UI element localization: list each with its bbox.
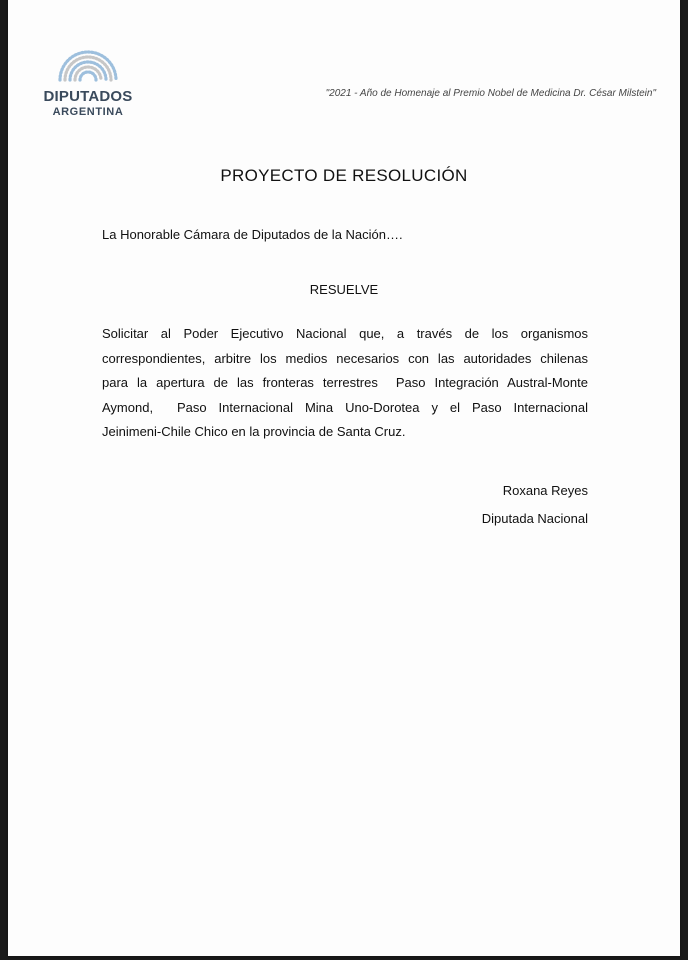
body-line: Aymond, Paso Internacional Mina Uno-Dorotea y el Paso Internacional	[102, 399, 588, 415]
logo-subtitle: ARGENTINA	[52, 106, 124, 118]
body-line: para la apertura de las fronteras terrestres Paso Integración Austral-Monte	[102, 375, 588, 391]
resolves-heading: RESUELVE	[309, 282, 379, 297]
diputados-logo	[36, 40, 140, 120]
signatory-name: Roxana Reyes	[502, 483, 588, 498]
document-page	[8, 0, 680, 956]
congress-hemicycle-icon	[54, 44, 122, 82]
intro-line: La Honorable Cámara de Diputados de la Nación….	[102, 227, 403, 242]
logo-title: DIPUTADOS	[43, 88, 133, 105]
year-motto: "2021 - Año de Homenaje al Premio Nobel de Medicina Dr. César Milstein"	[325, 88, 656, 99]
resolution-body	[102, 322, 588, 445]
document-title: PROYECTO DE RESOLUCIÓN	[220, 166, 468, 185]
body-line: Solicitar al Poder Ejecutivo Nacional que, a través de los organismos	[102, 326, 588, 341]
body-line: correspondientes, arbitre los medios necesarios con las autoridades chilenas	[102, 350, 588, 366]
signatory-title: Diputada Nacional	[481, 511, 588, 526]
body-line: Jeinimeni-Chile Chico en la provincia de Santa Cruz.	[102, 424, 406, 440]
